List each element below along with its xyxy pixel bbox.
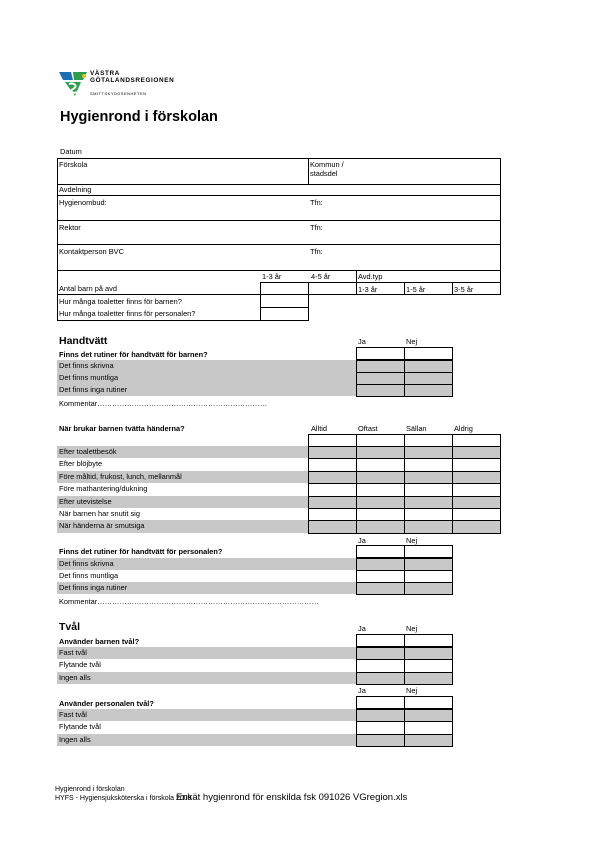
answer-cell[interactable] bbox=[308, 508, 357, 521]
table-row bbox=[57, 672, 356, 684]
tfn-label-1: Tfn: bbox=[310, 198, 323, 207]
aldrig-header: Aldrig bbox=[454, 424, 473, 433]
answer-cell[interactable] bbox=[404, 659, 453, 672]
q1-heading: Finns det rutiner för handtvätt för barnen? bbox=[59, 350, 208, 359]
answer-cell[interactable] bbox=[356, 347, 405, 360]
row-label: När händerna är smutsiga bbox=[59, 521, 145, 531]
row-label: Före mathantering/dukning bbox=[59, 484, 148, 494]
nej-header-3: Nej bbox=[406, 624, 418, 633]
answer-cell[interactable] bbox=[356, 696, 405, 709]
answer-cell[interactable] bbox=[356, 659, 405, 672]
answer-cell[interactable] bbox=[356, 508, 405, 521]
answer-cell[interactable] bbox=[404, 496, 453, 509]
ja-header-4: Ja bbox=[358, 686, 366, 695]
kontaktperson-label: Kontaktperson BVC bbox=[59, 247, 124, 256]
row-label: Flytande tvål bbox=[59, 660, 101, 670]
answer-cell[interactable] bbox=[308, 458, 357, 471]
answer-cell[interactable] bbox=[356, 634, 405, 647]
answer-cell[interactable] bbox=[356, 647, 405, 660]
answer-cell[interactable] bbox=[404, 347, 453, 360]
row-label: Det finns muntliga bbox=[59, 373, 119, 382]
logo-name bbox=[90, 71, 174, 84]
datum-label: Datum bbox=[60, 147, 82, 156]
table-row bbox=[57, 659, 356, 671]
row-label: Det finns inga rutiner bbox=[59, 583, 128, 592]
footer-filename: Enkät hygienrond för enskilda fsk 091026 VGregion.xls bbox=[176, 792, 408, 803]
ja-header-1: Ja bbox=[358, 337, 366, 346]
answer-cell[interactable] bbox=[356, 734, 405, 747]
answer-cell[interactable] bbox=[308, 483, 357, 496]
answer-cell[interactable] bbox=[452, 471, 501, 484]
kommentar-2: Kommentar……………………………………………………………………………… bbox=[59, 597, 319, 606]
answer-cell[interactable] bbox=[356, 545, 405, 558]
toaletter-barn-label: Hur många toaletter finns för barnen? bbox=[59, 297, 182, 306]
answer-cell[interactable] bbox=[356, 721, 405, 734]
table-row bbox=[57, 721, 356, 733]
kommun-label: Kommun / bbox=[310, 160, 344, 169]
q2-heading: När brukar barnen tvätta händerna? bbox=[59, 424, 185, 433]
typ-3-5: 3-5 år bbox=[454, 285, 474, 294]
forskola-label: Förskola bbox=[59, 160, 88, 169]
table-row bbox=[57, 734, 356, 746]
row-label: Efter toalettbesök bbox=[59, 447, 117, 456]
sallan-header: Sällan bbox=[406, 424, 427, 433]
answer-cell[interactable] bbox=[356, 483, 405, 496]
answer-cell[interactable] bbox=[356, 582, 405, 595]
logo-line2: GÖTALANDSREGIONEN bbox=[90, 76, 175, 84]
nej-header-4: Nej bbox=[406, 686, 418, 695]
hygienombud-label: Hygienombud: bbox=[59, 198, 107, 207]
answer-cell[interactable] bbox=[356, 709, 405, 722]
age-1-3-header: 1-3 år bbox=[262, 272, 282, 281]
row-label: Flytande tvål bbox=[59, 722, 101, 732]
answer-cell[interactable] bbox=[404, 582, 453, 595]
answer-cell[interactable] bbox=[356, 496, 405, 509]
row-label: Före måltid, frukost, lunch, mellanmål bbox=[59, 471, 182, 481]
answer-cell[interactable] bbox=[356, 458, 405, 471]
alltid-header: Alltid bbox=[311, 424, 328, 433]
table-row bbox=[57, 709, 356, 721]
answer-cell[interactable] bbox=[356, 446, 405, 459]
row-label: Det finns inga rutiner bbox=[59, 385, 128, 394]
row-label: Efter blöjbyte bbox=[59, 459, 103, 469]
nej-header-2: Nej bbox=[406, 536, 418, 545]
answer-cell[interactable] bbox=[404, 721, 453, 734]
row-label: Det finns skrivna bbox=[59, 361, 114, 370]
row-label: Ingen alls bbox=[59, 672, 91, 682]
footer-line2: HYFS - Hygiensjuksköterska i förskola 2009 bbox=[55, 795, 192, 802]
row-label: När barnen har snutit sig bbox=[59, 509, 140, 518]
tfn-label-2: Tfn: bbox=[310, 223, 323, 232]
row-label: Det finns skrivna bbox=[59, 559, 114, 568]
table-row bbox=[57, 647, 356, 659]
answer-cell[interactable] bbox=[452, 458, 501, 471]
answer-cell[interactable] bbox=[404, 709, 453, 722]
handtvatt-heading: Handtvätt bbox=[59, 335, 108, 347]
row-label: Fast tvål bbox=[59, 710, 87, 719]
answer-cell[interactable] bbox=[452, 520, 501, 533]
answer-cell[interactable] bbox=[356, 520, 405, 533]
answer-cell[interactable] bbox=[308, 471, 357, 484]
age-4-5-header: 4-5 år bbox=[311, 272, 331, 281]
answer-cell[interactable] bbox=[404, 647, 453, 660]
answer-cell[interactable] bbox=[452, 508, 501, 521]
q3-heading: Finns det rutiner för handtvätt för personalen? bbox=[59, 547, 223, 556]
answer-cell[interactable] bbox=[356, 672, 405, 685]
footer-line1: Hygienrond i förskolan bbox=[55, 786, 125, 793]
row-label: Ingen alls bbox=[59, 734, 91, 744]
answer-cell[interactable] bbox=[404, 384, 453, 397]
typ-1-5: 1-5 år bbox=[406, 285, 426, 294]
answer-cell[interactable] bbox=[404, 458, 453, 471]
answer-cell[interactable] bbox=[356, 384, 405, 397]
typ-1-3: 1-3 år bbox=[358, 285, 378, 294]
answer-cell[interactable] bbox=[452, 496, 501, 509]
ja-header-3: Ja bbox=[358, 624, 366, 633]
row-label: Det finns muntliga bbox=[59, 571, 119, 580]
kommentar-1: Kommentar…………………………………………………………… bbox=[59, 399, 268, 408]
oftast-header: Oftast bbox=[358, 424, 378, 433]
logo-line3: SMITTSKYDDSENHETEN bbox=[90, 91, 147, 96]
rektor-label: Rektor bbox=[59, 223, 81, 232]
answer-cell[interactable] bbox=[308, 520, 357, 533]
answer-cell[interactable] bbox=[452, 483, 501, 496]
answer-cell[interactable] bbox=[404, 696, 453, 709]
tval-heading: Tvål bbox=[59, 621, 81, 633]
answer-cell[interactable] bbox=[404, 734, 453, 747]
answer-cell[interactable] bbox=[404, 520, 453, 533]
answer-cell[interactable] bbox=[452, 446, 501, 459]
antal-barn-label: Antal barn på avd bbox=[59, 284, 117, 293]
logo-line1: VÄSTRA bbox=[90, 70, 120, 77]
page-title: Hygienrond i förskolan bbox=[60, 109, 218, 125]
ja-header-2: Ja bbox=[358, 536, 366, 545]
answer-cell[interactable] bbox=[356, 471, 405, 484]
answer-cell[interactable] bbox=[308, 446, 357, 459]
answer-cell[interactable] bbox=[308, 496, 357, 509]
logo-icon bbox=[57, 70, 89, 98]
answer-cell[interactable] bbox=[404, 634, 453, 647]
answer-cell[interactable] bbox=[404, 508, 453, 521]
tval-q2-heading: Använder personalen tvål? bbox=[59, 699, 154, 708]
avdelning-label: Avdelning bbox=[59, 185, 92, 194]
answer-cell[interactable] bbox=[404, 483, 453, 496]
tfn-label-3: Tfn: bbox=[310, 247, 323, 256]
logo bbox=[57, 70, 89, 98]
answer-cell[interactable] bbox=[404, 672, 453, 685]
avd-typ-header: Avd.typ bbox=[358, 272, 383, 281]
nej-header-1: Nej bbox=[406, 337, 418, 346]
toaletter-personal-label: Hur många toaletter finns för personalen? bbox=[59, 309, 196, 318]
row-label: Efter utevistelse bbox=[59, 496, 112, 506]
answer-cell[interactable] bbox=[404, 545, 453, 558]
row-label: Fast tvål bbox=[59, 648, 87, 657]
stadsdel-label: stadsdel bbox=[310, 169, 338, 178]
answer-cell[interactable] bbox=[404, 446, 453, 459]
answer-cell[interactable] bbox=[404, 471, 453, 484]
tval-q1-heading: Använder barnen tvål? bbox=[59, 637, 140, 646]
